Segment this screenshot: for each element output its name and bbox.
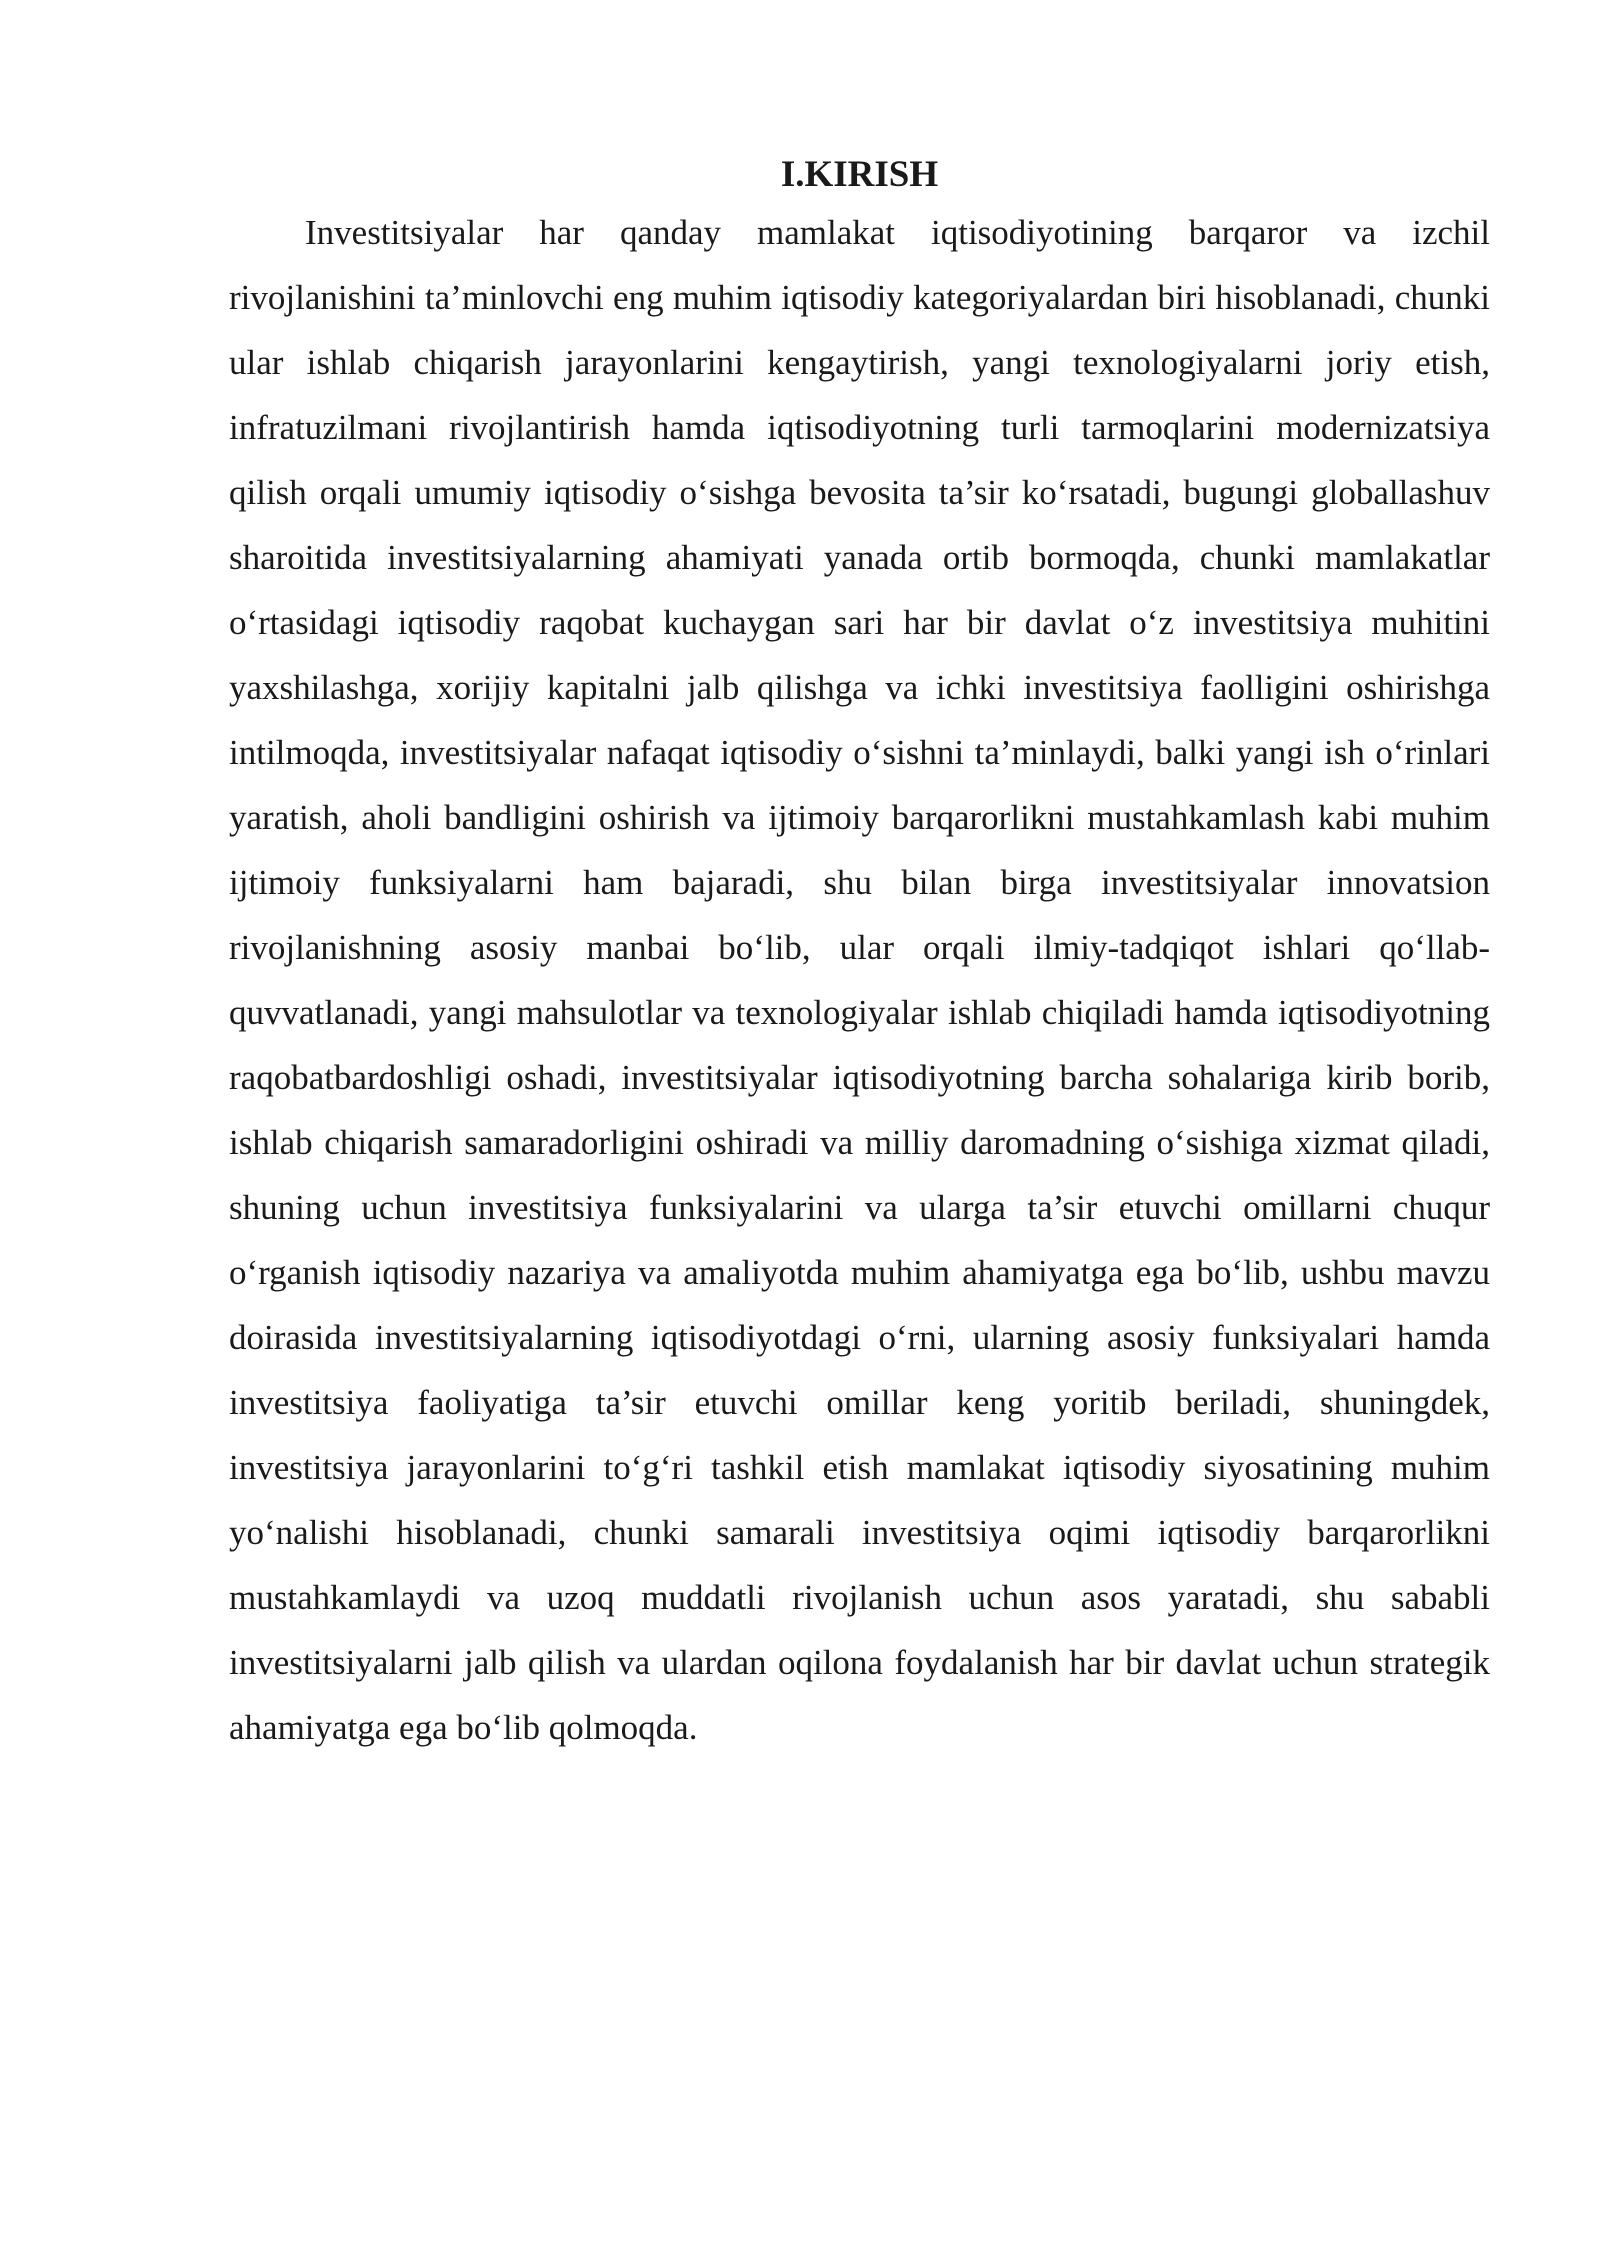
document-body bbox=[229, 150, 1490, 1760]
body-paragraph: Investitsiyalar har qanday mamlakat iqtisodiyotining barqaror va izchil rivojlanishini ta’minlovchi eng muhim iqtisodiy kategoriyalardan biri hisoblanadi, chunki ular ishlab chiqarish jarayonlarini kengaytirish, yangi texnologiyalarni joriy etish, infratuzilmani rivojlantirish hamda iqtisodiyotning turli tarmoqlarini modernizatsiya qilish orqali umumiy iqtisodiy o‘sishga bevosita ta’sir ko‘rsatadi, bugungi globallashuv sharoitida investitsiyalarning ahamiyati yanada ortib bormoqda, chunki mamlakatlar o‘rtasidagi iqtisodiy raqobat kuchaygan sari har bir davlat o‘z investitsiya muhitini yaxshilashga, xorijiy kapitalni jalb qilishga va ichki investitsiya faolligini oshirishga intilmoqda, investitsiyalar nafaqat iqtisodiy o‘sishni ta’minlaydi, balki yangi ish o‘rinlari yaratish, aholi bandligini oshirish va ijtimoiy barqarorlikni mustahkamlash kabi muhim ijtimoiy funksiyalarni ham bajaradi, shu bilan birga investitsiyalar innovatsion rivojlanishning asosiy manbai bo‘lib, ular orqali ilmiy-tadqiqot ishlari qo‘llab-quvvatlanadi, yangi mahsulotlar va texnologiyalar ishlab chiqiladi hamda iqtisodiyotning raqobatbardoshligi oshadi, investitsiyalar iqtisodiyotning barcha sohalariga kirib borib, ishlab chiqarish samaradorligini oshiradi va milliy daromadning o‘sishiga xizmat qiladi, shuning uchun investitsiya funksiyalarini va ularga ta’sir etuvchi omillarni chuqur o‘rganish iqtisodiy nazariya va amaliyotda muhim ahamiyatga ega bo‘lib, ushbu mavzu doirasida investitsiyalarning iqtisodiyotdagi o‘rni, ularning asosiy funksiyalari hamda investitsiya faoliyatiga ta’sir etuvchi omillar keng yoritib beriladi, shuningdek, investitsiya jarayonlarini to‘g‘ri tashkil etish mamlakat iqtisodiy siyosatining muhim yo‘nalishi hisoblanadi, chunki samarali investitsiya oqimi iqtisodiy barqarorlikni mustahkamlaydi va uzoq muddatli rivojlanish uchun asos yaratadi, shu sababli investitsiyalarni jalb qilish va ulardan oqilona foydalanish har bir davlat uchun strategik ahamiyatga ega bo‘lib qolmoqda. bbox=[229, 213, 1490, 1747]
section-title: I.KIRISH bbox=[780, 154, 939, 195]
